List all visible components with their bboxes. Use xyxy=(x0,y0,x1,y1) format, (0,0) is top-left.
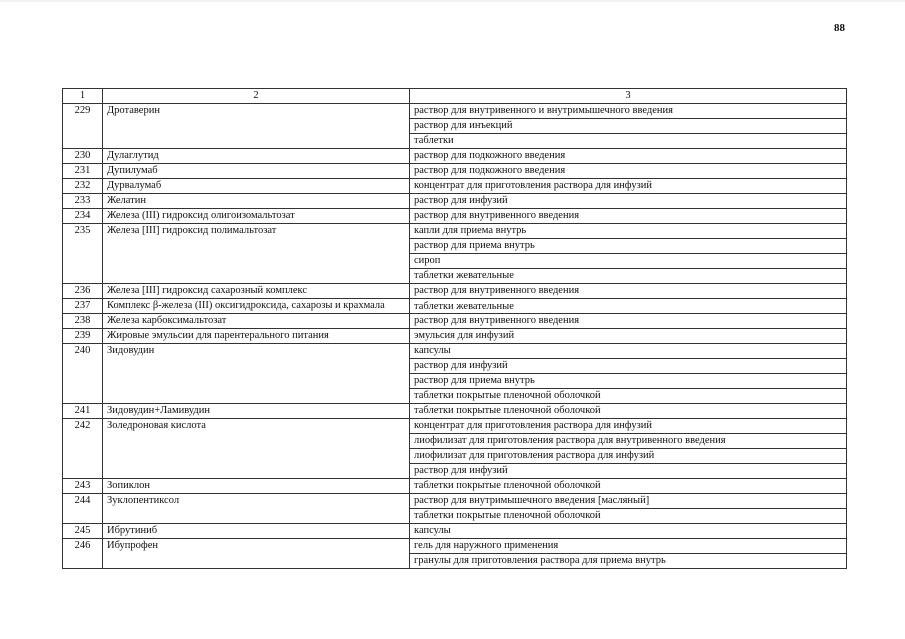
dosage-form: сироп xyxy=(410,254,847,269)
dosage-form: раствор для инфузий xyxy=(410,194,847,209)
dosage-form: раствор для подкожного введения xyxy=(410,149,847,164)
dosage-form: раствор для внутривенного введения xyxy=(410,284,847,299)
row-number: 242 xyxy=(63,419,103,479)
dosage-form: раствор для приема внутрь xyxy=(410,374,847,389)
table-body xyxy=(63,104,847,569)
table-row xyxy=(63,419,847,434)
dosage-form: раствор для инфузий xyxy=(410,359,847,374)
dosage-form: раствор для внутривенного введения xyxy=(410,209,847,224)
table-row xyxy=(63,524,847,539)
drug-name: Железа карбоксимальтозат xyxy=(103,314,410,329)
drug-name: Дротаверин xyxy=(103,104,410,149)
dosage-form: капсулы xyxy=(410,344,847,359)
dosage-form: капли для приема внутрь xyxy=(410,224,847,239)
drug-name: Железа (III) гидроксид олигоизомальтозат xyxy=(103,209,410,224)
row-number: 246 xyxy=(63,539,103,569)
drug-name: Комплекс β-железа (III) оксигидроксида, сахарозы и крахмала xyxy=(103,299,410,314)
row-number: 244 xyxy=(63,494,103,524)
row-number: 236 xyxy=(63,284,103,299)
table-row xyxy=(63,164,847,179)
dosage-form: таблетки жевательные xyxy=(410,299,847,314)
row-number: 230 xyxy=(63,149,103,164)
drug-name: Дурвалумаб xyxy=(103,179,410,194)
table-row xyxy=(63,284,847,299)
row-number: 234 xyxy=(63,209,103,224)
row-number: 232 xyxy=(63,179,103,194)
row-number: 231 xyxy=(63,164,103,179)
dosage-form: таблетки жевательные xyxy=(410,269,847,284)
table-row xyxy=(63,209,847,224)
dosage-form: таблетки покрытые пленочной оболочкой xyxy=(410,509,847,524)
dosage-form: гель для наружного применения xyxy=(410,539,847,554)
dosage-form: таблетки покрытые пленочной оболочкой xyxy=(410,389,847,404)
row-number: 235 xyxy=(63,224,103,284)
table-row xyxy=(63,479,847,494)
row-number: 241 xyxy=(63,404,103,419)
table-row xyxy=(63,494,847,509)
dosage-form: раствор для подкожного введения xyxy=(410,164,847,179)
drug-name: Железа [III] гидроксид полимальтозат xyxy=(103,224,410,284)
row-number: 239 xyxy=(63,329,103,344)
row-number: 237 xyxy=(63,299,103,314)
dosage-form: раствор для внутривенного и внутримышечного введения xyxy=(410,104,847,119)
drug-name: Жировые эмульсии для парентерального питания xyxy=(103,329,410,344)
dosage-form: концентрат для приготовления раствора для инфузий xyxy=(410,419,847,434)
table-row xyxy=(63,224,847,239)
column-header-number: 1 xyxy=(63,89,103,104)
drug-name: Дупилумаб xyxy=(103,164,410,179)
table-row xyxy=(63,179,847,194)
drug-table xyxy=(62,88,847,569)
row-number: 240 xyxy=(63,344,103,404)
dosage-form: раствор для инфузий xyxy=(410,464,847,479)
dosage-form: раствор для приема внутрь xyxy=(410,239,847,254)
dosage-form: капсулы xyxy=(410,524,847,539)
dosage-form: раствор для инъекций xyxy=(410,119,847,134)
drug-name: Желатин xyxy=(103,194,410,209)
dosage-form: таблетки xyxy=(410,134,847,149)
drug-name: Ибрутиниб xyxy=(103,524,410,539)
table-row xyxy=(63,299,847,314)
scan-edge xyxy=(0,0,905,2)
table-header-row xyxy=(63,89,847,104)
drug-name: Зидовудин xyxy=(103,344,410,404)
table-row xyxy=(63,404,847,419)
table-row xyxy=(63,149,847,164)
row-number: 245 xyxy=(63,524,103,539)
row-number: 243 xyxy=(63,479,103,494)
drug-name: Ибупрофен xyxy=(103,539,410,569)
table-row xyxy=(63,104,847,119)
row-number: 238 xyxy=(63,314,103,329)
dosage-form: раствор для внутривенного введения xyxy=(410,314,847,329)
table-row xyxy=(63,539,847,554)
dosage-form: лиофилизат для приготовления раствора для инфузий xyxy=(410,449,847,464)
drug-name: Зуклопентиксол xyxy=(103,494,410,524)
drug-name: Золедроновая кислота xyxy=(103,419,410,479)
page-number: 88 xyxy=(834,22,845,34)
column-header-form: 3 xyxy=(410,89,847,104)
dosage-form: гранулы для приготовления раствора для приема внутрь xyxy=(410,554,847,569)
dosage-form: эмульсия для инфузий xyxy=(410,329,847,344)
drug-name: Железа [III] гидроксид сахарозный комплекс xyxy=(103,284,410,299)
dosage-form: таблетки покрытые пленочной оболочкой xyxy=(410,479,847,494)
table-row xyxy=(63,194,847,209)
dosage-form: таблетки покрытые пленочной оболочкой xyxy=(410,404,847,419)
row-number: 229 xyxy=(63,104,103,149)
drug-name: Дулаглутид xyxy=(103,149,410,164)
dosage-form: концентрат для приготовления раствора для инфузий xyxy=(410,179,847,194)
table-row xyxy=(63,329,847,344)
table-row xyxy=(63,314,847,329)
dosage-form: лиофилизат для приготовления раствора для внутривенного введения xyxy=(410,434,847,449)
drug-name: Зидовудин+Ламивудин xyxy=(103,404,410,419)
row-number: 233 xyxy=(63,194,103,209)
table-row xyxy=(63,344,847,359)
dosage-form: раствор для внутримышечного введения [масляный] xyxy=(410,494,847,509)
column-header-name: 2 xyxy=(103,89,410,104)
drug-name: Зопиклон xyxy=(103,479,410,494)
